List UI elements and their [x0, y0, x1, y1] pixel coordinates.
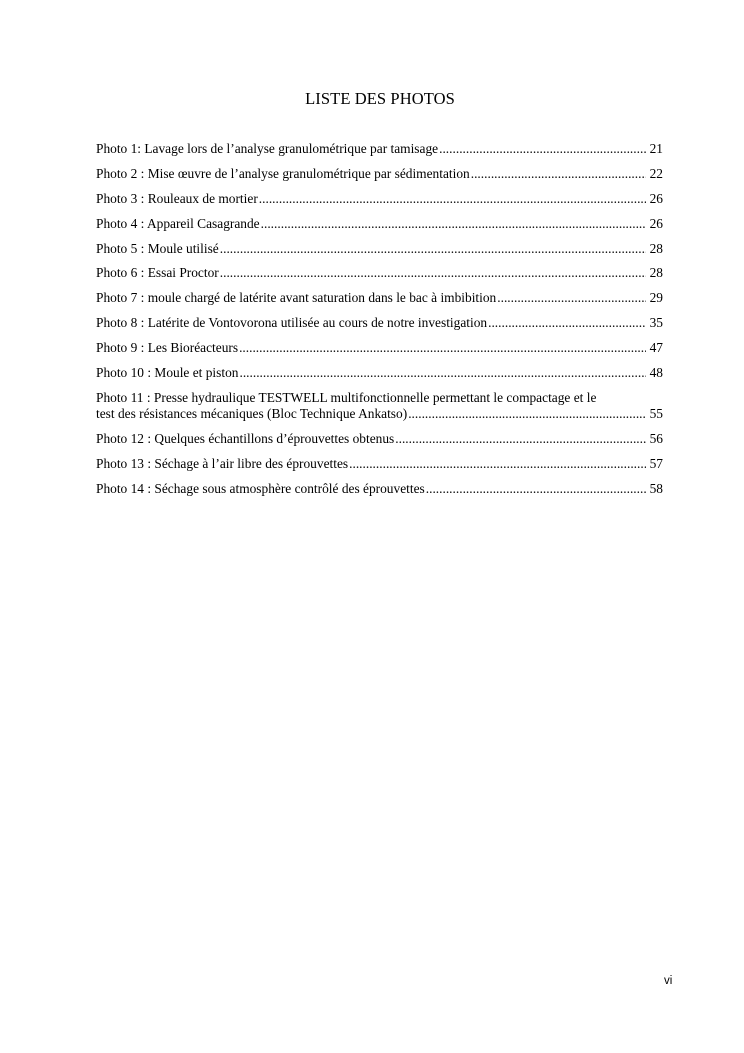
entry-label: Photo 13 : Séchage à l’air libre des éprouvettes: [96, 455, 349, 471]
list-item[interactable]: [96, 481, 663, 497]
entry-page-number: 28: [649, 240, 663, 256]
page-title: LISTE DES PHOTOS: [305, 89, 455, 108]
entry-label: Photo 7 : moule chargé de latérite avant saturation dans le bac à imbibition: [96, 290, 497, 306]
entry-label: Photo 2 : Mise œuvre de l’analyse granulométrique par sédimentation: [96, 165, 470, 181]
list-item[interactable]: [96, 290, 663, 306]
dot-leader: [349, 456, 646, 472]
list-item[interactable]: [96, 265, 663, 281]
entry-page-number: 28: [649, 265, 663, 281]
entry-label: Photo 6 : Essai Proctor: [96, 265, 219, 281]
entry-label-line1: Photo 11 : Presse hydraulique TESTWELL multifonctionnelle permettant le compactage et le: [96, 389, 597, 405]
list-item[interactable]: [96, 456, 663, 472]
entry-label: Photo 4 : Appareil Casagrande: [96, 215, 260, 231]
list-item[interactable]: [96, 431, 663, 447]
list-item[interactable]: [96, 390, 663, 422]
entry-label: Photo 14 : Séchage sous atmosphère contrôlé des éprouvettes: [96, 480, 425, 496]
dot-leader: [408, 406, 646, 422]
dot-leader: [220, 241, 646, 257]
entry-page-number: 26: [649, 215, 663, 231]
footer-page-number: vi: [664, 975, 673, 987]
list-item[interactable]: [96, 216, 663, 232]
list-item[interactable]: [96, 241, 663, 257]
entry-page-number: 48: [649, 365, 663, 381]
entry-page-number: 22: [649, 165, 663, 181]
entry-page-number: 56: [649, 431, 663, 447]
entry-label: Photo 9 : Les Bioréacteurs: [96, 340, 239, 356]
entry-page-number: 29: [649, 290, 663, 306]
entry-label: Photo 8 : Latérite de Vontovorona utilisée au cours de notre investigation: [96, 315, 488, 331]
dot-leader: [239, 340, 646, 356]
dot-leader: [239, 365, 646, 381]
photo-list: [96, 141, 663, 506]
entry-label: Photo 12 : Quelques échantillons d’éprouvettes obtenus: [96, 431, 395, 447]
dot-leader: [220, 265, 646, 281]
entry-label: Photo 3 : Rouleaux de mortier: [96, 190, 258, 206]
entry-label: Photo 1: Lavage lors de l’analyse granulométrique par tamisage: [96, 141, 439, 156]
dot-leader: [426, 481, 646, 497]
dot-leader: [259, 191, 646, 207]
list-item[interactable]: [96, 166, 663, 182]
entry-page-number: 58: [649, 480, 663, 496]
list-item[interactable]: [96, 191, 663, 207]
entry-page-number: 21: [649, 141, 663, 156]
entry-label-line2: test des résistances mécaniques (Bloc Technique Ankatso): [96, 405, 408, 421]
list-item[interactable]: [96, 315, 663, 331]
list-item[interactable]: [96, 365, 663, 381]
dot-leader: [471, 166, 646, 182]
dot-leader: [261, 216, 646, 232]
entry-page-number: 47: [649, 340, 663, 356]
dot-leader: [488, 315, 646, 331]
entry-page-number: 26: [649, 190, 663, 206]
entry-page-number: 55: [649, 405, 663, 421]
list-item[interactable]: [96, 340, 663, 356]
dot-leader: [439, 141, 646, 157]
entry-label: Photo 5 : Moule utilisé: [96, 240, 219, 256]
dot-leader: [395, 431, 646, 447]
list-item[interactable]: [96, 141, 663, 157]
dot-leader: [497, 290, 646, 306]
entry-page-number: 57: [649, 455, 663, 471]
entry-label: Photo 10 : Moule et piston: [96, 365, 239, 381]
entry-page-number: 35: [649, 315, 663, 331]
